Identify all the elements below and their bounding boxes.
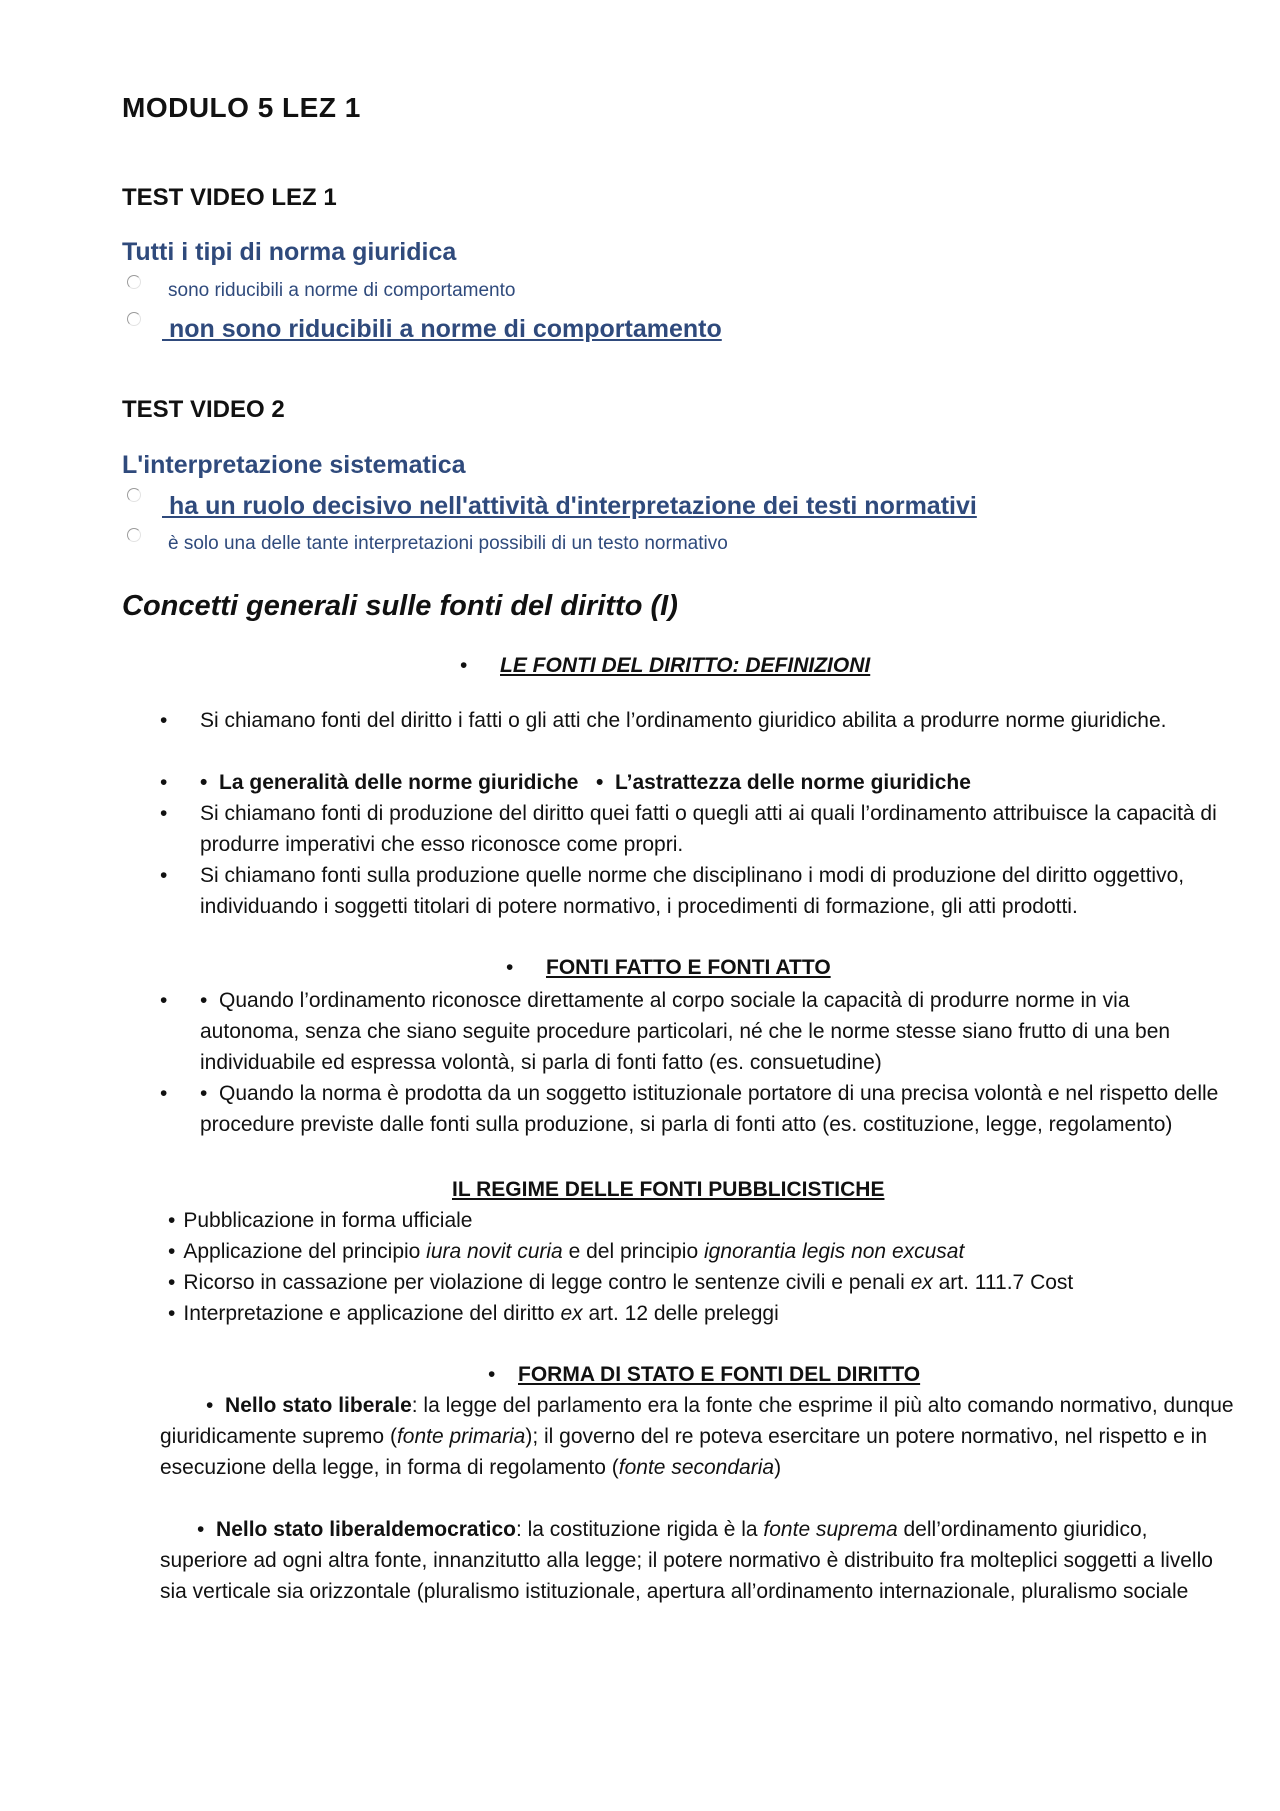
list-item (168, 1298, 779, 1329)
list-item: Si chiamano fonti del diritto i fatti o gli atti che l’ordinamento giuridico abilita a produrre norme giuridiche. (200, 709, 1167, 732)
list-item: Si chiamano fonti di produzione del diritto quei fatti o quegli atti ai quali l’ordinamento attribuisce la capacità di produrre imperativi che esso riconosce come propri. (200, 802, 1217, 856)
term-italic: fonte secondaria (618, 1456, 775, 1479)
module-heading: MODULO 5 LEZ 1 (122, 92, 361, 123)
list-item: • Quando la norma è prodotta da un soggetto istituzionale portatore di una precisa volontà e nel rispetto delle procedure previste dalle fonti sulla produzione, si parla di fonti atto (es. costituzione, legge, regolamento) (200, 1082, 1225, 1136)
term-italic: fonte primaria (396, 1425, 526, 1448)
bullet: • (168, 1209, 176, 1232)
item-text: art. 12 delle preleggi (582, 1302, 779, 1325)
list-item: • Quando l’ordinamento riconosce direttamente al corpo sociale la capacità di produrre norme in via autonoma, senza che siano seguite procedure particolari, né che le norme stesse siano frutto di una ben individuabile ed espressa volontà, si parla di fonti fatto (es. consuetudine) (200, 989, 1176, 1074)
item-italic: iura novit curia (426, 1240, 563, 1263)
paragraph-stato-liberaldemocratico (160, 1514, 1240, 1607)
radio-button-icon[interactable] (127, 312, 141, 326)
item-text: Pubblicazione in forma ufficiale (183, 1209, 473, 1232)
bullet: • (168, 1240, 176, 1263)
section-heading-forma-di-stato: FORMA DI STATO E FONTI DEL DIRITTO (518, 1363, 921, 1386)
bullet: • (206, 1394, 226, 1417)
bullet: • (160, 771, 168, 794)
text: : la costituzione rigida è la (515, 1518, 764, 1541)
item-text: art. 111.7 Cost (932, 1271, 1074, 1294)
item-italic: ex (560, 1302, 583, 1325)
bullet: • (160, 989, 168, 1012)
option-label: non sono riducibili a norme di comportamento (162, 315, 722, 343)
section-title: Concetti generali sulle fonti del diritto (I) (122, 590, 678, 622)
option-label: sono riducibili a norme di comportamento (168, 280, 516, 301)
section-heading-definizioni: LE FONTI DEL DIRITTO: DEFINIZIONI (500, 654, 871, 677)
item-text: Interpretazione e applicazione del diritto (183, 1302, 561, 1325)
bullet: • (160, 1082, 168, 1105)
list-item: Si chiamano fonti sulla produzione quelle norme che disciplinano i modi di produzione del diritto oggettivo, individuando i soggetti titolari di potere normativo, i procedimenti di formazione, gli atti prodotti. (200, 864, 1185, 918)
radio-button-icon[interactable] (127, 488, 141, 502)
question-2: L'interpretazione sistematica (122, 451, 466, 479)
item-text: Ricorso in cassazione per violazione di legge contro le sentenze civili e penali (183, 1271, 911, 1294)
bullet: • (168, 1302, 176, 1325)
bullet: • (197, 1518, 217, 1541)
bullet: • (160, 709, 168, 732)
test-heading-1: TEST VIDEO LEZ 1 (122, 184, 337, 211)
bullet: • (160, 802, 168, 825)
paragraph-stato-liberale (160, 1390, 1240, 1483)
test-heading-2: TEST VIDEO 2 (122, 396, 285, 423)
bullet: • (168, 1271, 176, 1294)
text: ); il governo del re poteva esercitare un potere normativo, nel rispetto e in esecuzione della legge, in forma di regolamento ( (160, 1425, 1208, 1479)
term: Nello stato liberale (225, 1394, 412, 1417)
item-text: Applicazione del principio (183, 1240, 427, 1263)
item-text: e del principio (562, 1240, 704, 1263)
text: dell’ordinamento giuridico, superiore ad ogni altra fonte, innanzitutto alla legge; il potere normativo è distribuito fra molteplici soggetti a livello sia verticale sia orizzontale (pluralismo istituzionale, apertura all’ordinamento internazionale, pluralismo sociale (160, 1518, 1213, 1603)
term-italic: fonte suprema (763, 1518, 898, 1541)
section-heading-fonti-fatto: FONTI FATTO E FONTI ATTO (546, 956, 831, 979)
bullet: • (160, 864, 168, 887)
question-1: Tutti i tipi di norma giuridica (122, 238, 457, 266)
text: ) (774, 1456, 782, 1479)
section-heading-regime: IL REGIME DELLE FONTI PUBBLICISTICHE (452, 1178, 885, 1201)
text: : la legge del parlamento era la fonte che esprime il più alto comando normativo, dunque giuridicamente supremo ( (160, 1394, 1234, 1448)
bullet: • (488, 1363, 496, 1386)
bullet: • (460, 654, 468, 677)
item-italic: ex (910, 1271, 933, 1294)
option-label: ha un ruolo decisivo nell'attività d'interpretazione dei testi normativi (162, 492, 977, 520)
list-item (168, 1205, 472, 1236)
bullet: • (506, 956, 514, 979)
radio-button-icon[interactable] (127, 528, 141, 542)
term: Nello stato liberaldemocratico (216, 1518, 516, 1541)
radio-button-icon[interactable] (127, 275, 141, 289)
option-label: è solo una delle tante interpretazioni possibili di un testo normativo (168, 533, 728, 554)
list-item (168, 1236, 964, 1267)
list-item (168, 1267, 1073, 1298)
item-italic: ignorantia legis non excusat (703, 1240, 965, 1263)
list-item: • La generalità delle norme giuridiche • L’astrattezza delle norme giuridiche (200, 771, 971, 794)
